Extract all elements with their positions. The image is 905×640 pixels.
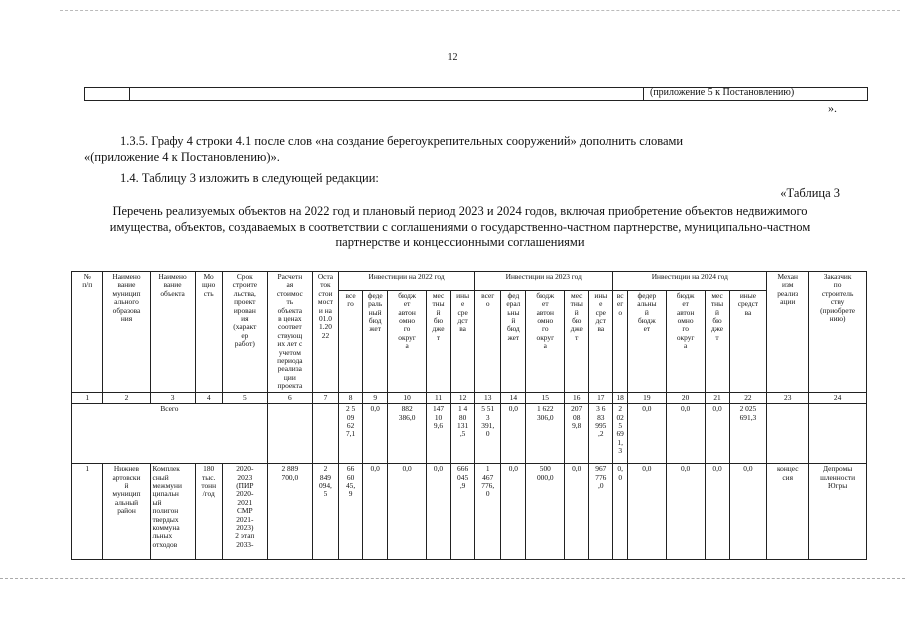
column-number: 22 (729, 392, 767, 403)
total-2023-federal: 0,0 (501, 404, 526, 464)
paragraph-1-3-5-continued: «(приложение 4 к Постановлению)». (84, 150, 280, 164)
subheader-2022-other: ины е сре дст ва (451, 290, 475, 392)
col-header-municipality: Наимено вание муницип ального образова ния (103, 272, 150, 393)
column-number: 4 (195, 392, 222, 403)
row-2022-federal: 0,0 (363, 464, 388, 560)
total-calc-cost (267, 404, 312, 464)
row-2022-total: 66 60 45, 9 (339, 464, 363, 560)
paragraph-1-3-5: 1.3.5. Графу 4 строки 4.1 после слов «на создание берегоукрепительных сооружений» дополнить словами (120, 134, 684, 148)
col-header-customer: Заказчик по строитель ству (приобрете нию) (809, 272, 867, 393)
column-number: 10 (388, 392, 427, 403)
total-2022-local: 147 10 9,6 (426, 404, 450, 464)
subheader-2024-other: иные средст ва (729, 290, 767, 392)
total-2022-regional: 882 386,0 (388, 404, 427, 464)
total-2024-total: 2 02 5 69 1, 3 (613, 404, 628, 464)
total-2022-federal: 0,0 (363, 404, 388, 464)
column-number: 20 (666, 392, 705, 403)
column-number: 6 (267, 392, 312, 403)
scan-top-edge (60, 10, 900, 11)
column-number: 14 (501, 392, 526, 403)
column-number: 21 (705, 392, 729, 403)
column-number: 12 (451, 392, 475, 403)
row-2023-federal: 0,0 (501, 464, 526, 560)
subheader-2024-federal: федер альны й бюдж ет (628, 290, 667, 392)
total-row (72, 404, 867, 464)
row-num: 1 (72, 464, 103, 560)
row-2023-other: 967 776 ,0 (589, 464, 613, 560)
table-header-row (72, 272, 867, 291)
subheader-2022-federal: феде раль ный бюд жет (363, 290, 388, 392)
row-2024-local: 0,0 (705, 464, 729, 560)
row-2023-total: 1 467 776, 0 (475, 464, 501, 560)
col-header-term: Срок строите льства, проект ирован ия (характ ер работ) (222, 272, 267, 393)
subheader-2022-local: мес тны й бю дже т (426, 290, 450, 392)
row-municipality: Нижнев артовски й муницип альный район (103, 464, 150, 560)
total-customer (809, 404, 867, 464)
subheader-2024-local: мес тны й бю дже т (705, 290, 729, 392)
total-2022-total: 2 5 09 62 7,1 (339, 404, 363, 464)
row-object: Комплек сный межмуни ципальн ый полигон твердых коммуна льных отходов (150, 464, 195, 560)
column-number: 24 (809, 392, 867, 403)
col-header-num: № п/п (72, 272, 103, 393)
total-2024-other: 2 025 691,3 (729, 404, 767, 464)
column-number: 19 (628, 392, 667, 403)
row-capacity: 180 тыс. тонн /год (195, 464, 222, 560)
scan-bottom-edge (0, 578, 905, 579)
total-mechanism (767, 404, 809, 464)
column-number: 7 (312, 392, 338, 403)
total-2023-other: 3 6 83 995 ,2 (589, 404, 613, 464)
row-2022-regional: 0,0 (388, 464, 427, 560)
col-header-remaining-cost: Оста ток стои мост и на 01.0 1.20 22 (312, 272, 338, 393)
column-number: 1 (72, 392, 103, 403)
column-number: 3 (150, 392, 195, 403)
subheader-2024-total: вс ег о (613, 290, 628, 392)
column-number: 13 (475, 392, 501, 403)
table-caption-number: «Таблица 3 (780, 186, 840, 200)
subheader-2023-local: мес тны й бю дже т (565, 290, 589, 392)
subheader-2024-regional: бюдж ет автон омно го округ а (666, 290, 705, 392)
total-2023-local: 207 08 9,8 (565, 404, 589, 464)
column-number: 8 (339, 392, 363, 403)
column-number: 2 (103, 392, 150, 403)
paragraph-1-4: 1.4. Таблицу 3 изложить в следующей редакции: (120, 171, 379, 185)
row-2024-federal: 0,0 (628, 464, 667, 560)
col-header-investments-2024: Инвестиции на 2024 год (613, 272, 767, 291)
col-header-capacity: Мо щно сть (195, 272, 222, 393)
column-number: 17 (589, 392, 613, 403)
total-remaining-cost (312, 404, 338, 464)
row-2023-regional: 500 000,0 (526, 464, 565, 560)
subheader-2023-regional: бюдж ет автон омно го округ а (526, 290, 565, 392)
total-label: Всего (72, 404, 268, 464)
column-number: 11 (426, 392, 450, 403)
total-2024-local: 0,0 (705, 404, 729, 464)
table-row (72, 464, 867, 560)
row-term: 2020- 2023 (ПИР 2020- 2021 СМР 2021- 2023) 2 этап 2033- (222, 464, 267, 560)
row-customer: Депромы шленности Югры (809, 464, 867, 560)
column-number: 9 (363, 392, 388, 403)
subheader-2022-regional: бюдж ет автон омно го округ а (388, 290, 427, 392)
row-2023-local: 0,0 (565, 464, 589, 560)
total-2023-total: 5 51 3 391, 0 (475, 404, 501, 464)
column-number: 15 (526, 392, 565, 403)
row-remaining-cost: 2 849 094, 5 (312, 464, 338, 560)
appendix-reference: (приложение 5 к Постановлению) (650, 87, 795, 98)
page-number: 12 (447, 52, 458, 63)
column-number: 23 (767, 392, 809, 403)
column-number: 18 (613, 392, 628, 403)
objects-table (71, 271, 867, 560)
col-header-object: Наимено вание объекта (150, 272, 195, 393)
total-2022-other: 1 4 80 131 ,5 (451, 404, 475, 464)
subheader-2023-other: ины е сре дст ва (589, 290, 613, 392)
subheader-2023-federal: фед ерал ьны й бюд жет (501, 290, 526, 392)
row-calc-cost: 2 889 700,0 (267, 464, 312, 560)
column-numbers-row (72, 392, 867, 403)
col-header-investments-2023: Инвестиции на 2023 год (475, 272, 613, 291)
col-header-investments-2022: Инвестиции на 2022 год (339, 272, 475, 291)
row-2024-regional: 0,0 (666, 464, 705, 560)
table-divider (643, 88, 644, 100)
row-2024-total: 0, 0 (613, 464, 628, 560)
table-title: Перечень реализуемых объектов на 2022 год и плановый период 2023 и 2024 годов, включая приобретение объектов недвижимого имущества, объектов, создаваемых в соответствии с соглашениями о государственно-частном партнерстве, муниципально-частном партнерстве и концессионными соглашениями (109, 204, 811, 249)
table-divider (129, 88, 130, 100)
column-number: 5 (222, 392, 267, 403)
row-mechanism: концес сия (767, 464, 809, 560)
row-2022-other: 666 045 ,9 (451, 464, 475, 560)
row-2024-other: 0,0 (729, 464, 767, 560)
subheader-2022-total: все го (339, 290, 363, 392)
row-2022-local: 0,0 (426, 464, 450, 560)
total-2024-federal: 0,0 (628, 404, 667, 464)
column-number: 16 (565, 392, 589, 403)
subheader-2023-total: всег о (475, 290, 501, 392)
total-2023-regional: 1 622 306,0 (526, 404, 565, 464)
closing-quote: ». (828, 101, 837, 115)
total-2024-regional: 0,0 (666, 404, 705, 464)
col-header-calculated-cost: Расчетн ая стоимос ть объекта в ценах соответ ствующ их лет с учетом периода реализа ции проекта (267, 272, 312, 393)
col-header-mechanism: Механ изм реализ ации (767, 272, 809, 393)
